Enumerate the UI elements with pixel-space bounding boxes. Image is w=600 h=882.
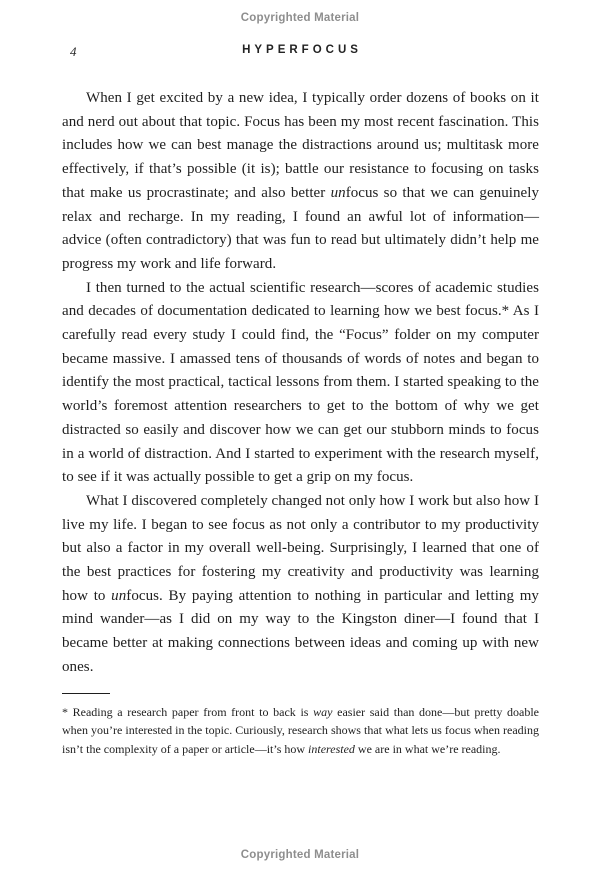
text-run: focus. By paying attention to nothing in particular and letting my mind wander—as I did on my way to the Kingston diner—I found that I became better at making connections between ideas and coming up with new ones. (62, 587, 539, 675)
italic-text-run: un (111, 587, 127, 604)
page-number: 4 (70, 44, 77, 59)
footnote-divider (62, 693, 110, 694)
text-run: * Reading a research paper from front to back is (62, 704, 314, 719)
text-run: I then turned to the actual scientific research—scores of academic studies and decades of documentation dedicated to learning how we best focus.* As I carefully read every study I could find, the “Focus” folder on my computer became massive. I amassed tens of thousands of words of notes and began to identify the most practical, tactical lessons from them. I started speaking to the world’s foremost attention researchers to get to the bottom of why we get distracted so easily and discover how we can get our stubborn minds to focus in a world of distraction. And I started to experiment with the research myself, to see if it was actually possible to get a grip on my focus. (62, 279, 539, 486)
text-run: What I discovered completely changed not only how I work but also how I live my life. I began to see focus as not only a contributor to my productivity but also a factor in my overall well-being. Surprisingly, I learned that one of the best practices for fostering my creativity and productivity was learning how to (62, 492, 540, 604)
copyright-notice-bottom: Copyrighted Material (240, 849, 360, 861)
footnote (62, 693, 539, 759)
italic-text-run: way (313, 704, 333, 719)
copyright-notice-top: Copyrighted Material (240, 12, 360, 24)
body-paragraph-1 (62, 87, 539, 277)
text-run: focus so that we can genuinely relax and recharge. In my reading, I found an awful lot of information—advice (often contradictory) that was fun to read but ultimately didn’t help me progress my work and life forward. (62, 184, 540, 272)
page-content (62, 87, 539, 759)
italic-text-run: interested (308, 742, 355, 757)
text-run: When I get excited by a new idea, I typically order dozens of books on it and nerd out about that topic. Focus has been my most recent fascination. This includes how we can best manage the distractions around us; multitask more effectively, if that’s possible (it is); battle our resistance to focusing on tasks that make us procrastinate; and also better (62, 90, 539, 201)
text-run: easier said than done—but pretty doable when you’re interested in the topic. Curiously, research shows that what lets us focus when reading isn’t the complexity of a paper or article—it’s how (62, 704, 539, 757)
footnote-text (62, 703, 539, 759)
text-run: we are in what we’re reading. (354, 742, 501, 757)
italic-text-run: un (330, 184, 346, 201)
body-paragraph-3 (62, 490, 539, 680)
running-header: HYPERFOCUS (242, 44, 362, 56)
body-paragraph-2 (62, 277, 539, 490)
